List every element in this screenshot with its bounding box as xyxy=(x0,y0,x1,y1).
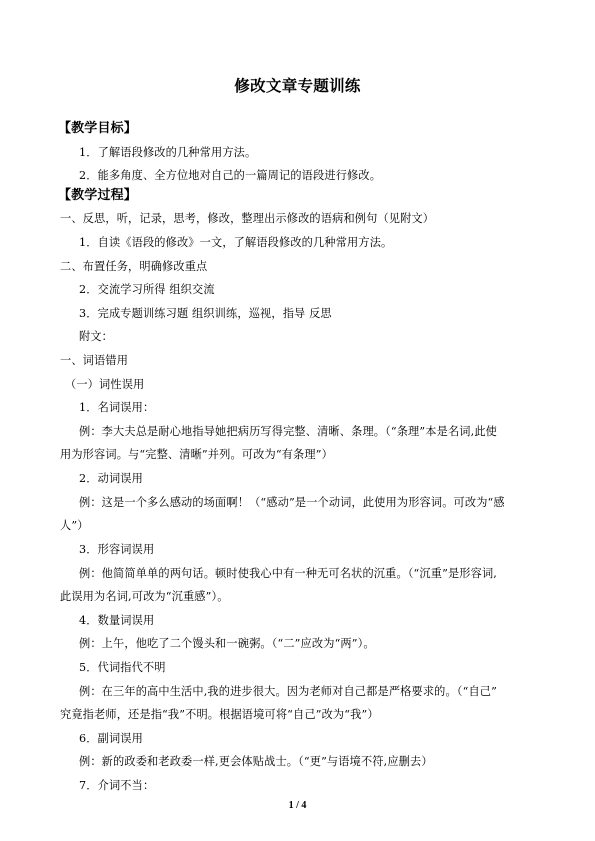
example-text: 例：新的政委和老政委一样,更会体贴战士。（“更”与语境不符,应删去） xyxy=(79,755,433,768)
example-text: 究竟指老师，还是指“我”不明。根据语境可将“自己”改为“我”） xyxy=(60,708,379,721)
process-step: 二、布置任务，明确修改重点 xyxy=(60,260,208,273)
document-title: 修改文章专题训练 xyxy=(234,77,361,95)
example-text: 例：这是一个多么感动的场面啊！（“感动”是一个动词，此使用为形容词。可改为“感 xyxy=(79,496,505,509)
list-item: 7．介词不当： xyxy=(79,779,155,792)
section-heading-goals: 【教学目标】 xyxy=(58,121,137,136)
goal-item: 2．能多角度、全方位地对自己的一篇周记的语段进行修改。 xyxy=(79,169,382,182)
example-text: 用为形容词。与“完整、清晰”并列。可改为“有条理”） xyxy=(60,448,333,461)
process-item: 2．交流学习所得 组织交流 xyxy=(79,283,215,296)
example-text: 例：他简简单单的两句话。顿时使我心中有一种无可名状的沉重。（“沉重”是形容词, xyxy=(79,567,497,580)
section-heading-process: 【教学过程】 xyxy=(58,188,137,203)
example-text: 例：李大夫总是耐心地指导她把病历写得完整、清晰、条理。（“条理”本是名词,此使 xyxy=(79,425,497,438)
example-text: 人”） xyxy=(60,519,89,532)
list-item: 6．副词误用 xyxy=(79,732,143,745)
example-text: 例：上午，他吃了二个馒头和一碗粥。（“二”应改为“两”）。 xyxy=(79,637,375,650)
goal-item: 1．了解语段修改的几种常用方法。 xyxy=(79,146,257,159)
process-item: 1．自读《语段的修改》一文，了解语段修改的几种常用方法。 xyxy=(79,236,393,249)
appendix-label: 附文： xyxy=(79,330,114,343)
appendix-subsection: （一）词性误用 xyxy=(65,378,145,391)
process-item: 3．完成专题训练习题 组织训练，巡视，指导 反思 xyxy=(79,307,332,320)
example-text: 此误用为名词,可改为“沉重感”）。 xyxy=(60,590,229,603)
list-item: 4．数量词误用 xyxy=(79,614,155,627)
example-text: 例：在三年的高中生活中,我的进步很大。因为老师对自己都是严格要求的。（“自己” xyxy=(79,685,497,698)
list-item: 5．代词指代不明 xyxy=(79,661,166,674)
appendix-section: 一、词语错用 xyxy=(60,354,129,367)
list-item: 3．形容词误用 xyxy=(79,543,155,556)
page-number: 1 / 4 xyxy=(288,800,307,811)
list-item: 2．动词误用 xyxy=(79,472,143,485)
process-step: 一、反思，听，记录，思考，修改，整理出示修改的语病和例句（见附文） xyxy=(60,212,435,225)
list-item: 1．名词误用： xyxy=(79,401,155,414)
